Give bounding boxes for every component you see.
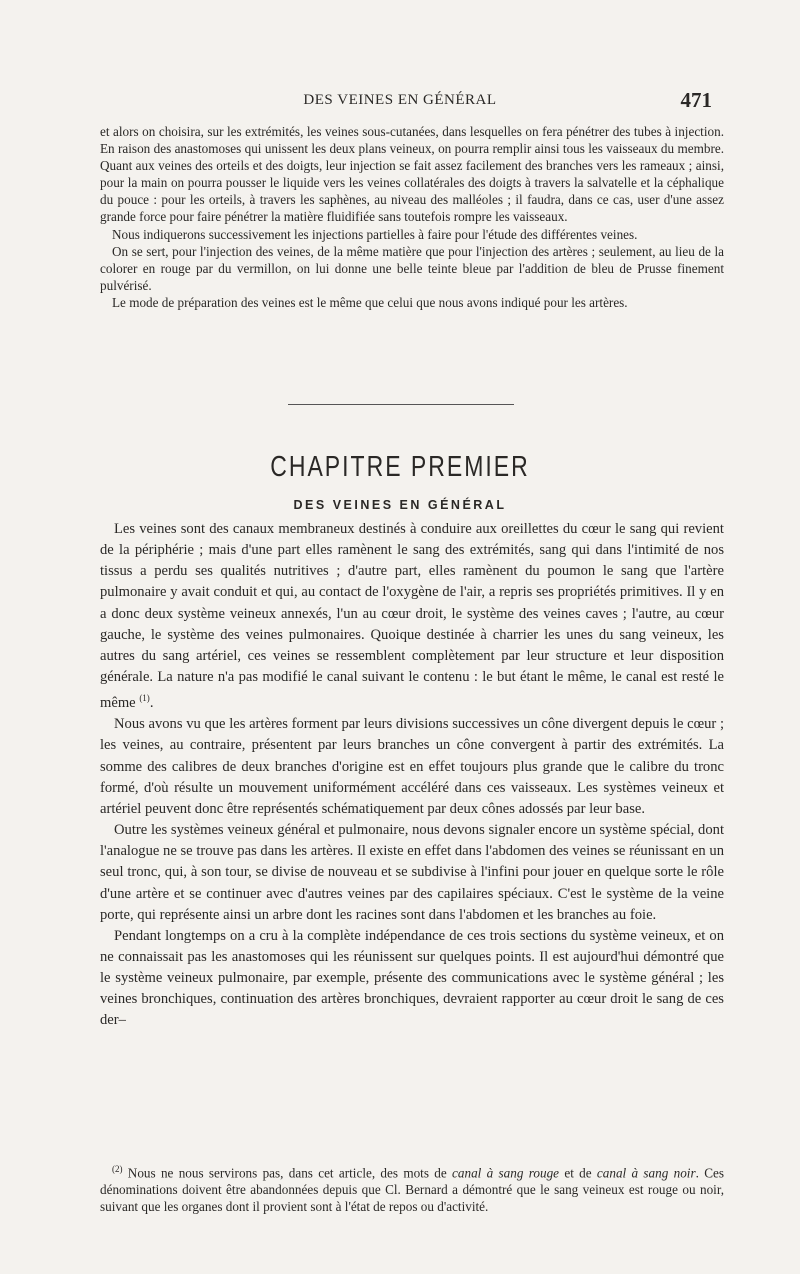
chapter-subtitle: DES VEINES EN GÉNÉRAL	[293, 498, 507, 512]
intro-paragraph: et alors on choisira, sur les extrémités, les veines sous-cutanées, dans lesquelles on fera pénétrer des tubes à injection. En raison des anastomoses qui unissent les deux plans veineux, on pourra remplir ainsi tous les vaisseaux du membre. Quant aux veines des orteils et des doigts, leur injection se fait assez facilement des branches vers les rameaux ; ainsi, pour la main on pourra pousser le liquide vers les veines collatérales des doigts à travers la salvatelle et la céphalique du pouce : pour les orteils, à travers les saphènes, au niveau des malléoles ; il faudra, dans ce cas, user d'une assez grande force pour faire pénétrer la matière fluidifiée sans toutefois rompre les vaisseaux.	[100, 124, 724, 225]
chapter-body	[100, 519, 724, 1032]
intro-paragraph: Le mode de préparation des veines est le même que celui que nous avons indiqué pour les artères.	[112, 294, 628, 310]
running-title: DES VEINES EN GÉNÉRAL	[303, 92, 497, 108]
body-paragraph: Outre les systèmes veineux général et pulmonaire, nous devons signaler encore un système spécial, dont l'analogue ne se trouve pas dans les artères. Il existe en effet dans l'abdomen des veines se réunissant en un seul tronc, qui, à son tour, se divise de nouveau et se subdivise à l'infini pour jouer en quelque sorte le rôle d'une artère et se continuer avec d'autres veines par des capilaires spéciaux. C'est le système de la veine porte, qui représente ainsi un arbre dont les racines sont dans l'abdomen et les branches au foie.	[100, 822, 724, 923]
intro-paragraph: On se sert, pour l'injection des veines, de la même matière que pour l'injection des artères ; seulement, au lieu de la colorer en rouge par du vermillon, on lui donne une belle teinte bleue par l'addition de bleu de Prusse finement pulvérisé.	[100, 243, 724, 293]
footnote-marker: (2)	[112, 1164, 123, 1174]
intro-section	[100, 123, 724, 311]
footnote-reference[interactable]: (1)	[139, 693, 150, 704]
running-head	[0, 88, 800, 116]
footnote: $^{(2)}$ Nous ne nous servirons pas, dans cet article, des mots de canal à sang rouge et de canal à sang noir. Ces dénominations doivent être abandonnées depuis que Cl. Bernard a démontré que le sang veineux est rouge ou noir, suivant que les organes dont il provient sont à l'état de repos ou d'activité.	[100, 1164, 724, 1215]
intro-paragraph: Nous indiquerons successivement les injections partielles à faire pour l'étude des différentes veines.	[112, 226, 638, 242]
section-divider	[288, 404, 514, 405]
body-paragraph: Nous avons vu que les artères forment par leurs divisions successives un cône divergent depuis le cœur ; les veines, au contraire, présentent par leurs branches un cône convergent à partir des extrémités. La somme des calibres de deux branches d'origine est en effet toujours plus grande que le calibre du tronc formé, d'où résulte un mouvement uniformément accéléré dans ces vaisseaux. Les systèmes veineux et artériel peuvent donc être représentés schématiquement par deux cônes adossés par leur base.	[100, 716, 724, 817]
body-paragraph: Les veines sont des canaux membraneux destinés à conduire aux oreillettes du cœur le sang qui revient de la périphérie ; mais d'une part elles ramènent le sang des extrémités, sang qui dans l'intimité de nos tissus a perdu ses qualités nutritives ; d'autre part, elles ramènent du poumon le sang que l'artère pulmonaire y avait conduit et qui, au contact de l'oxygène de l'air, a repris ses propriétés primitives. Il y en a donc deux système veineux annexés, l'un au cœur droit, le système des veines caves ; l'autre, au cœur gauche, le système des veines pulmonaires. Quoique destinée à charrier les unes du sang veineux, les autres du sang artériel, ces veines se ressemblent complètement par leur structure et leur disposition générale. La nature n'a pas modifié le canal suivant le contenu : le but étant le même, le canal est resté le même $^{(1)}$.	[100, 521, 724, 712]
page-number: 471	[680, 88, 712, 112]
footnote-section	[100, 1161, 724, 1215]
chapter-title: CHAPITRE PREMIER	[270, 449, 530, 483]
body-paragraph: Pendant longtemps on a cru à la complète indépendance de ces trois sections du système veineux, et on ne connaissait pas les anastomoses qui les réunissent sur quelques points. Il est aujourd'hui démontré que le système veineux pulmonaire, par exemple, présente des communications avec le système général ; les veines bronchiques, continuation des artères bronchiques, devraient rapporter au cœur droit le sang de ces der–	[100, 927, 724, 1029]
